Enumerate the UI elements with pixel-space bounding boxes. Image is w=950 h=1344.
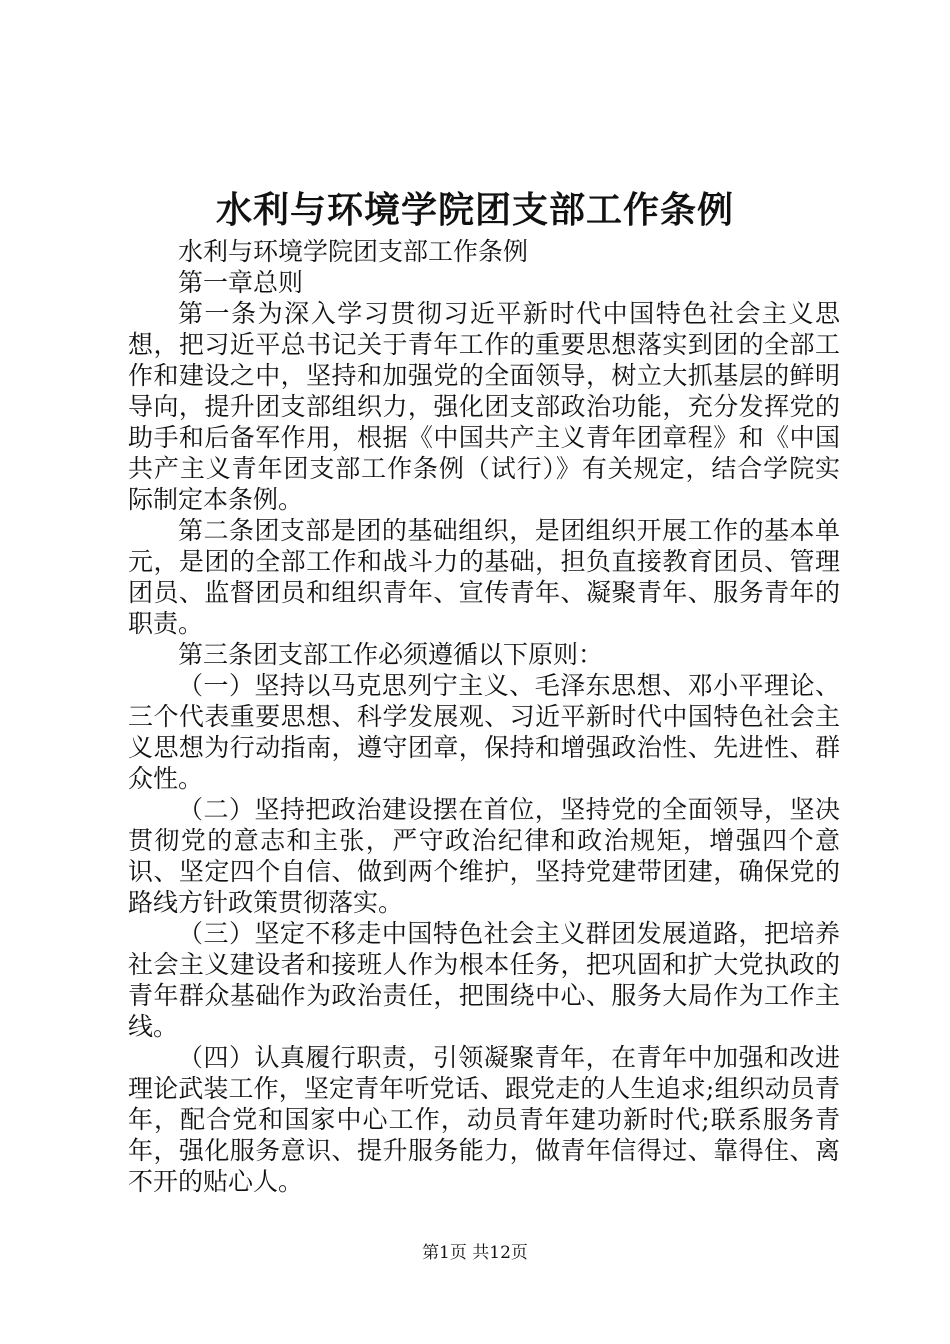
body-paragraph: 第一条为深入学习贯彻习近平新时代中国特色社会主义思想，把习近平总书记关于青年工作的重要思想落实到团的全部工作和建设之中，坚持和加强党的全面领导，树立大抓基层的鲜明导向，提升团支部组织力，强化团支部政治功能，充分发挥党的助手和后备军作用，根据《中国共产主义青年团章程》和《中国共产主义青年团支部工作条例（试行）》有关规定，结合学院实际制定本条例。: [128, 299, 840, 514]
body-paragraph: （二）坚持把政治建设摆在首位，坚持党的全面领导，坚决贯彻党的意志和主张，严守政治纪律和政治规矩，增强四个意识、坚定四个自信、做到两个维护，坚持党建带团建，确保党的路线方针政策贯彻落实。: [128, 795, 840, 917]
page-footer: 第1页 共12页: [422, 1243, 528, 1263]
body-paragraph: （三）坚定不移走中国特色社会主义群团发展道路，把培养社会主义建设者和接班人作为根本任务，把巩固和扩大党执政的青年群众基础作为政治责任，把围绕中心、服务大局作为工作主线。: [128, 919, 840, 1041]
body-paragraph: 第二条团支部是团的基础组织，是团组织开展工作的基本单元，是团的全部工作和战斗力的基础，担负直接教育团员、管理团员、监督团员和组织青年、宣传青年、凝聚青年、服务青年的职责。: [128, 516, 840, 638]
body-paragraph: 水利与环境学院团支部工作条例: [178, 237, 529, 266]
body-paragraph: （一）坚持以马克思列宁主义、毛泽东思想、邓小平理论、三个代表重要思想、科学发展观、习近平新时代中国特色社会主义思想为行动指南，遵守团章，保持和增强政治性、先进性、群众性。: [128, 671, 840, 793]
body-paragraph: 第三条团支部工作必须遵循以下原则：: [178, 640, 604, 669]
chapter-heading: 第一章总则: [178, 268, 304, 297]
body-paragraph: （四）认真履行职责，引领凝聚青年，在青年中加强和改进理论武装工作，坚定青年听党话、跟党走的人生追求;组织动员青年，配合党和国家中心工作，动员青年建功新时代;联系服务青年，强化服务意识、提升服务能力，做青年信得过、靠得住、离不开的贴心人。: [128, 1043, 840, 1196]
document-body: [128, 236, 840, 1197]
document-title: 水利与环境学院团支部工作条例: [215, 189, 734, 231]
